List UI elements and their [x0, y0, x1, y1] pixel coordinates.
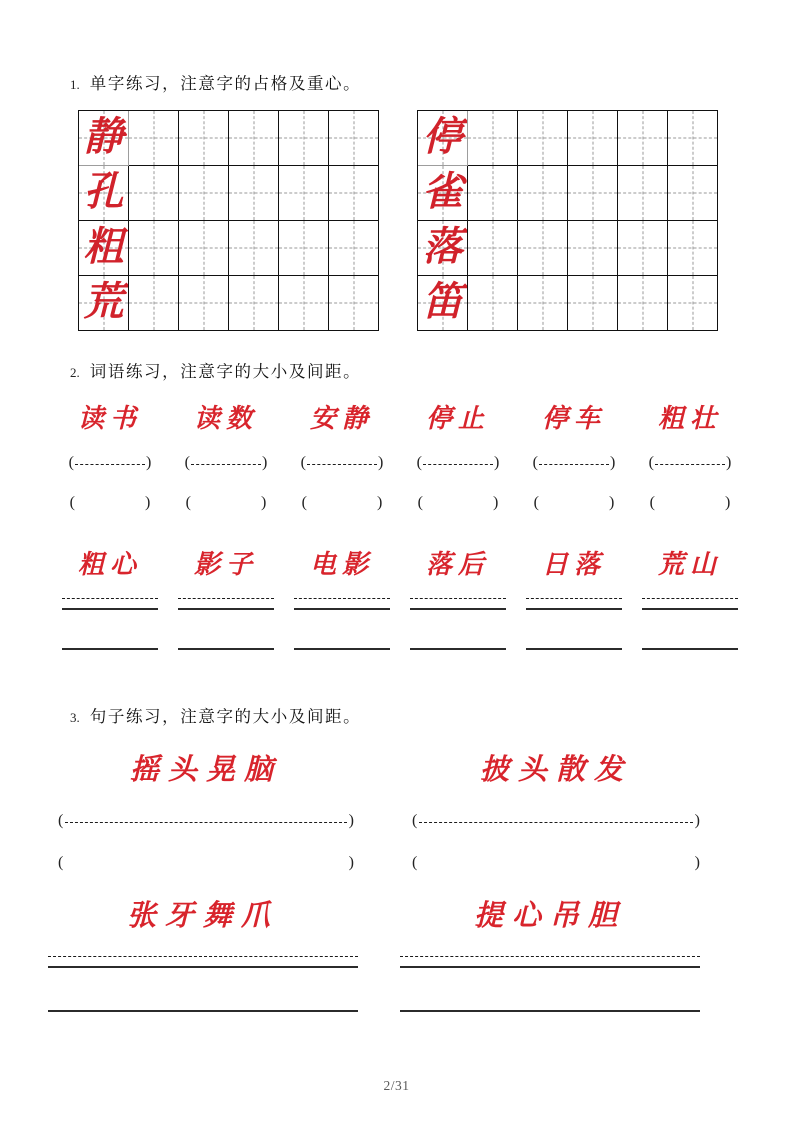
grid-cell[interactable] [418, 166, 468, 221]
paren-close: ) [609, 494, 615, 511]
paren-open: ( [58, 854, 64, 871]
grid-cell[interactable] [568, 221, 618, 276]
paren-close: ) [494, 454, 500, 471]
paren-open: ( [301, 494, 307, 511]
writing-rule-line[interactable] [642, 648, 738, 650]
grid-cell[interactable] [229, 221, 279, 276]
section-3-heading [70, 703, 361, 727]
dashed-guide-line [62, 598, 158, 599]
character-grid-left[interactable] [78, 110, 379, 331]
word-practice-item [52, 404, 168, 516]
grid-cell[interactable] [518, 166, 568, 221]
writing-rule-line[interactable] [410, 648, 506, 650]
section-2-heading [70, 358, 361, 382]
paren-open: ( [184, 454, 190, 471]
grid-cell[interactable] [618, 221, 668, 276]
model-character: 笛 [422, 278, 463, 325]
paren-open: ( [649, 494, 655, 511]
grid-cell[interactable] [618, 111, 668, 166]
grid-cell[interactable] [418, 111, 468, 166]
grid-cell[interactable] [468, 111, 518, 166]
writing-rule-line[interactable] [48, 966, 358, 968]
paren-open: ( [648, 454, 654, 471]
paren-close: ) [261, 494, 267, 511]
paren-close: ) [377, 494, 383, 511]
paren-close: ) [725, 494, 731, 511]
dashed-guide-line [75, 464, 145, 465]
writing-rule-line[interactable] [62, 648, 158, 650]
word-blank-traced[interactable] [400, 450, 516, 476]
paren-open: ( [185, 494, 191, 511]
grid-cell[interactable] [279, 276, 329, 331]
grid-cell[interactable] [79, 221, 129, 276]
word-practice-item [516, 550, 632, 650]
phrase-block-2 [412, 752, 700, 876]
grid-cell[interactable] [668, 111, 718, 166]
section-2-number: 2. [70, 365, 80, 380]
model-phrase: 张牙舞爪 [126, 898, 279, 932]
writing-rule-line[interactable] [526, 608, 622, 610]
model-word: 落后 [425, 550, 490, 580]
paren-close: ) [262, 454, 268, 471]
word-practice-item [632, 550, 748, 650]
word-blank-empty[interactable] [632, 490, 748, 516]
word-blank-empty[interactable] [516, 490, 632, 516]
model-phrase: 披头散发 [479, 752, 632, 786]
word-practice-item [516, 404, 632, 516]
paren-close: ) [348, 812, 354, 829]
word-practice-item [632, 404, 748, 516]
paren-open: ( [532, 454, 538, 471]
dashed-guide-line [642, 598, 738, 599]
word-blank-traced[interactable] [516, 450, 632, 476]
grid-cell[interactable] [129, 221, 179, 276]
word-practice-item [52, 550, 168, 650]
model-phrase: 提心吊胆 [473, 898, 626, 932]
paren-open: ( [69, 494, 75, 511]
writing-rule-line[interactable] [294, 608, 390, 610]
model-word: 停止 [425, 404, 490, 434]
word-practice-item [400, 550, 516, 650]
writing-rule-line[interactable] [526, 648, 622, 650]
writing-rule-line[interactable] [48, 1010, 358, 1012]
model-character: 荒 [83, 278, 124, 325]
grid-cell[interactable] [329, 166, 379, 221]
grid-cell[interactable] [79, 111, 129, 166]
grid-cell[interactable] [79, 166, 129, 221]
word-blank-traced[interactable] [284, 450, 400, 476]
model-word: 粗心 [77, 550, 142, 580]
word-practice-item [284, 550, 400, 650]
grid-cell[interactable] [568, 111, 618, 166]
paren-open: ( [300, 454, 306, 471]
grid-cell[interactable] [668, 221, 718, 276]
section-1-heading [70, 70, 361, 94]
writing-rule-line[interactable] [400, 966, 700, 968]
model-word: 读数 [193, 404, 258, 434]
character-grid-right[interactable] [417, 110, 718, 331]
page-number: 2/31 [383, 1078, 410, 1093]
word-blank-empty[interactable] [400, 490, 516, 516]
paren-close: ) [694, 854, 700, 871]
model-word: 粗壮 [657, 404, 722, 434]
section-1-number: 1. [70, 77, 80, 92]
model-word: 停车 [541, 404, 606, 434]
section-2-instruction: 词语练习，注意字的大小及间距。 [89, 362, 362, 381]
dashed-guide-line [419, 822, 692, 823]
dashed-guide-line [307, 464, 377, 465]
word-blank-traced[interactable] [52, 450, 168, 476]
paren-open: ( [412, 854, 418, 871]
grid-cell[interactable] [568, 276, 618, 331]
grid-cell[interactable] [279, 166, 329, 221]
grid-cell[interactable] [329, 111, 379, 166]
grid-cell[interactable] [179, 276, 229, 331]
dashed-guide-line [655, 464, 725, 465]
grid-cell[interactable] [668, 166, 718, 221]
section-3-instruction: 句子练习，注意字的大小及间距。 [89, 707, 362, 726]
model-word: 读书 [77, 404, 142, 434]
phrase-blank-empty[interactable] [412, 850, 700, 876]
grid-cell[interactable] [418, 276, 468, 331]
dashed-guide-line [539, 464, 609, 465]
model-character: 粗 [83, 223, 124, 270]
model-word: 影子 [193, 550, 258, 580]
dashed-guide-line [423, 464, 493, 465]
grid-cell[interactable] [468, 221, 518, 276]
grid-cell[interactable] [618, 166, 668, 221]
word-practice-item [400, 404, 516, 516]
writing-rule-line[interactable] [294, 648, 390, 650]
paren-close: ) [610, 454, 616, 471]
word-blank-traced[interactable] [632, 450, 748, 476]
grid-cell[interactable] [668, 276, 718, 331]
word-blank-empty[interactable] [52, 490, 168, 516]
model-word: 荒山 [657, 550, 722, 580]
paren-open: ( [416, 454, 422, 471]
word-practice-item [168, 404, 284, 516]
grid-cell[interactable] [279, 111, 329, 166]
paren-close: ) [378, 454, 384, 471]
grid-cell[interactable] [468, 166, 518, 221]
grid-cell[interactable] [279, 221, 329, 276]
word-practice-row-1 [52, 404, 748, 516]
grid-cell[interactable] [618, 276, 668, 331]
dashed-guide-line [410, 598, 506, 599]
dashed-guide-line [526, 598, 622, 599]
grid-cell[interactable] [129, 166, 179, 221]
grid-cell[interactable] [518, 111, 568, 166]
dashed-guide-line [294, 598, 390, 599]
model-character: 雀 [422, 168, 463, 215]
grid-cell[interactable] [518, 276, 568, 331]
model-character: 孔 [83, 168, 124, 215]
section-1-instruction: 单字练习，注意字的占格及重心。 [89, 74, 362, 93]
paren-open: ( [412, 812, 418, 829]
grid-cell[interactable] [229, 166, 279, 221]
model-character: 停 [422, 113, 463, 160]
section-3-number: 3. [70, 710, 80, 725]
grid-cell[interactable] [129, 111, 179, 166]
paren-open: ( [417, 494, 423, 511]
paren-close: ) [146, 454, 152, 471]
grid-cell[interactable] [179, 166, 229, 221]
grid-cell[interactable] [129, 276, 179, 331]
paren-close: ) [726, 454, 732, 471]
phrase-block-4 [400, 898, 700, 1012]
model-word: 日落 [541, 550, 606, 580]
paren-open: ( [533, 494, 539, 511]
writing-rule-line[interactable] [642, 608, 738, 610]
grid-cell[interactable] [568, 166, 618, 221]
paren-close: ) [145, 494, 151, 511]
word-practice-item [284, 404, 400, 516]
phrase-blank-traced[interactable] [412, 808, 700, 834]
writing-rule-line[interactable] [178, 648, 274, 650]
grid-cell[interactable] [179, 111, 229, 166]
phrase-blank-empty[interactable] [58, 850, 354, 876]
grid-cell[interactable] [229, 111, 279, 166]
writing-rule-line[interactable] [400, 1010, 700, 1012]
model-word: 安静 [309, 404, 374, 434]
paren-close: ) [493, 494, 499, 511]
word-practice-row-2 [52, 550, 748, 650]
word-blank-empty[interactable] [284, 490, 400, 516]
writing-rule-line[interactable] [178, 608, 274, 610]
phrase-block-1 [58, 752, 354, 876]
grid-cell[interactable] [329, 276, 379, 331]
model-character: 静 [83, 113, 124, 160]
word-blank-empty[interactable] [168, 490, 284, 516]
grid-cell[interactable] [79, 276, 129, 331]
dashed-guide-line [48, 956, 358, 957]
writing-rule-line[interactable] [410, 608, 506, 610]
paren-open: ( [68, 454, 74, 471]
grid-cell[interactable] [418, 221, 468, 276]
model-word: 电影 [309, 550, 374, 580]
grid-cell[interactable] [179, 221, 229, 276]
grid-cell[interactable] [518, 221, 568, 276]
paren-close: ) [348, 854, 354, 871]
grid-cell[interactable] [468, 276, 518, 331]
dashed-guide-line [178, 598, 274, 599]
word-practice-item [168, 550, 284, 650]
grid-cell[interactable] [229, 276, 279, 331]
model-character: 落 [422, 223, 463, 270]
grid-cell[interactable] [329, 221, 379, 276]
model-phrase: 摇头晃脑 [129, 752, 282, 786]
dashed-guide-line [191, 464, 261, 465]
writing-rule-line[interactable] [62, 608, 158, 610]
phrase-blank-traced[interactable] [58, 808, 354, 834]
word-blank-traced[interactable] [168, 450, 284, 476]
dashed-guide-line [65, 822, 346, 823]
paren-open: ( [58, 812, 64, 829]
paren-close: ) [694, 812, 700, 829]
dashed-guide-line [400, 956, 700, 957]
phrase-block-3 [48, 898, 358, 1012]
